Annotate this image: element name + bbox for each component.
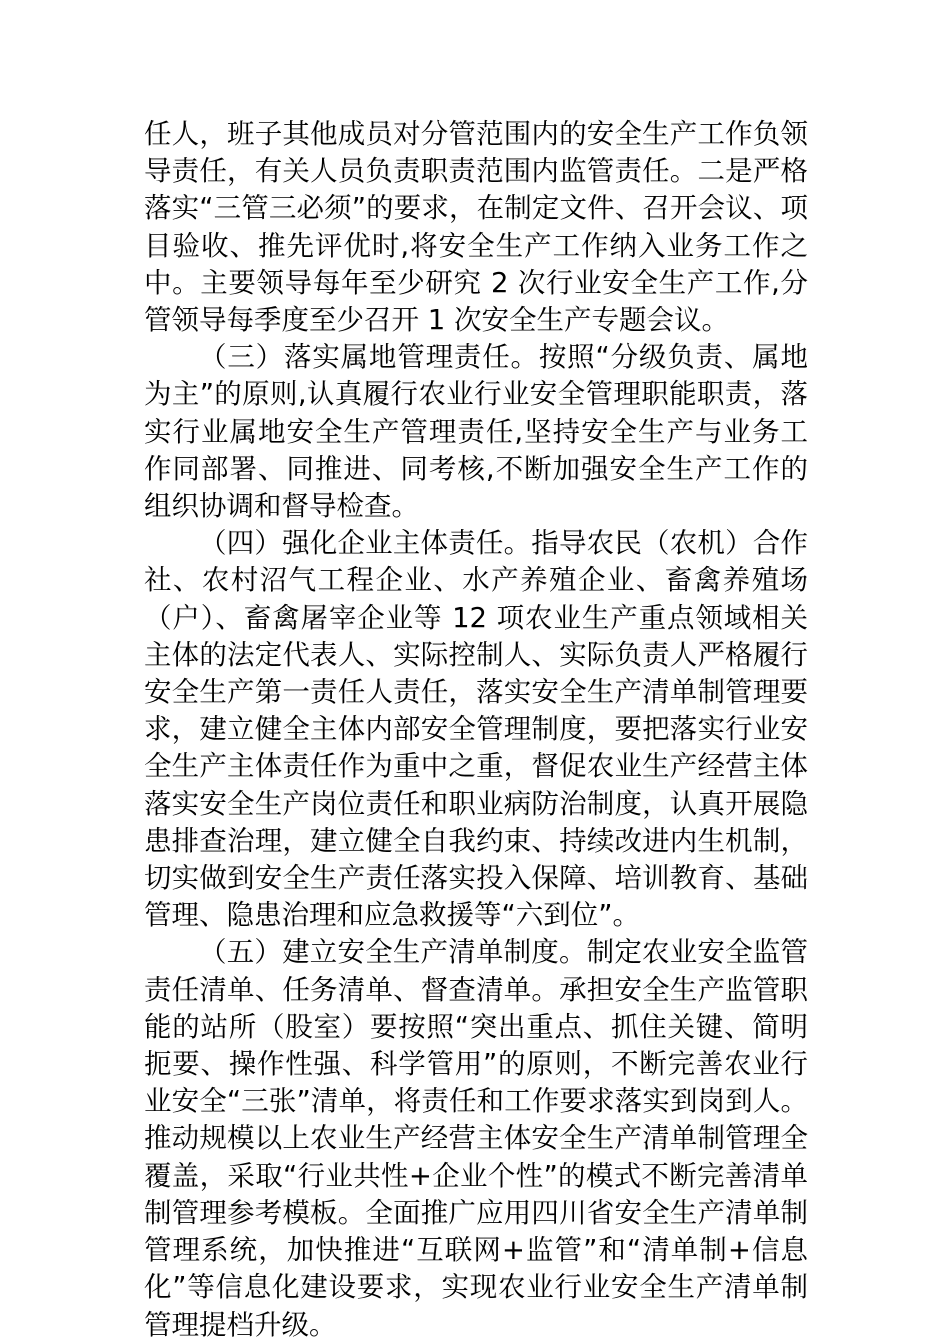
paragraph-section-four: （四）强化企业主体责任。指导农民（农机）合作社、农村沼气工程企业、水产养殖企业、畜禽养殖场（户）、畜禽屠宰企业等 12 项农业生产重点领域相关主体的法定代表人、实际控制人、实际负责人严格履行安全生产第一责任人责任，落实安全生产清单制管理要求，建立健全主体内部安全管理制度，要把落实行业安全生产主体责任作为重中之重，督促农业生产经营主体落实安全生产岗位责任和职业病防治制度，认真开展隐患排查治理，建立健全自我约束、持续改进内生机制，切实做到安全生产责任落实投入保障、培训教育、基础管理、隐患治理和应急救援等“六到位”。: [144, 527, 808, 932]
paragraph-continuation-responsibility: 任人，班子其他成员对分管范围内的安全生产工作负领导责任，有关人员负责职责范围内监管责任。二是严格落实“三管三必须”的要求，在制定文件、召开会议、项目验收、推先评优时,将安全生产工作纳入业务工作之中。主要领导每年至少研究 2 次行业安全生产工作,分管领导每季度至少召开 1 次安全生产专题会议。: [144, 118, 808, 337]
paragraph-section-five: （五）建立安全生产清单制度。制定农业安全监管责任清单、任务清单、督查清单。承担安全生产监管职能的站所（股室）要按照“突出重点、抓住关键、简明扼要、操作性强、科学管用”的原则，不断完善农业行业安全“三张”清单，将责任和工作要求落实到岗到人。推动规模以上农业生产经营主体安全生产清单制管理全覆盖，采取“行业共性+企业个性”的模式不断完善清单制管理参考模板。全面推广应用四川省安全生产清单制管理系统，加快推进“互联网+监管”和“清单制+信息化”等信息化建设要求，实现农业行业安全生产清单制管理提档升级。: [144, 936, 808, 1341]
document-page: [144, 116, 808, 1344]
paragraph-section-three: （三）落实属地管理责任。按照“分级负责、属地为主”的原则,认真履行农业行业安全管理职能职责，落实行业属地安全生产管理责任,坚持安全生产与业务工作同部署、同推进、同考核,不断加强安全生产工作的组织协调和督导检查。: [144, 341, 808, 523]
